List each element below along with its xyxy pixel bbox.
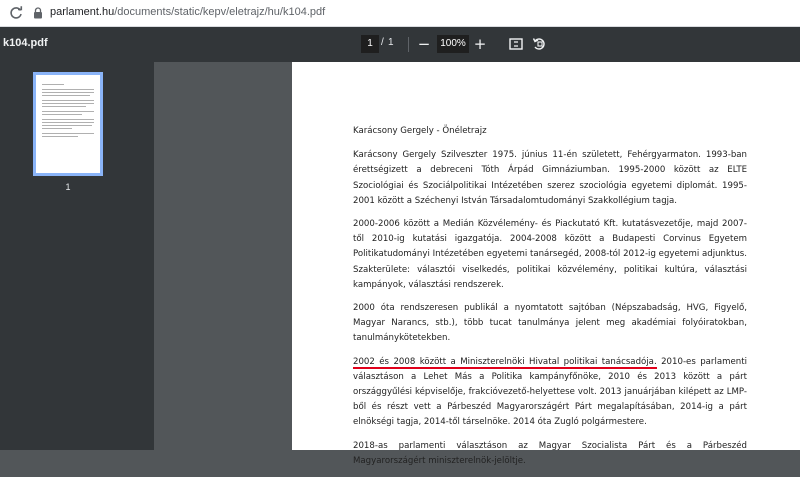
pdf-page [292,62,800,466]
zoom-input[interactable]: 100% [437,35,469,53]
paragraph-4-rest: 2010-es parlamenti választáson a Lehet Más a Politika kampányfőnöke, 2010 és 2013 között a párt országgyűlési képviselője, frakcióvezető-helyettese volt. 2013 januárjában kilépett az LMP-ből és részt vett a Párbeszéd Magyarországért Párt megalapításában, 2014-ig a párt elnökségi tagja, 2014-től társelnöke. 2014 óta Zugló polgármestere. [353,356,747,428]
paragraph-4 [353,355,747,431]
url-host: parlament.hu [50,6,115,18]
paragraph-1: Karácsony Gergely Szilveszter 1975. június 11-én született, Fehérgyarmaton. 1993-ban érettségizett a debreceni Tóth Árpád Gimnáziumban. 1995-2000 között az ELTE Szociológiai és Szociálpolitikai Intézetében szerez szociológia egyetemi diplomát. 1995-2001 között a Széchenyi István Társadalomtudományi Szakkollégium tagja. [353,150,747,206]
address-bar [0,0,800,27]
document-heading: Karácsony Gergely - Önéletrajz [353,126,487,136]
pdf-toolbar [0,27,800,62]
thumbnail-line [42,136,78,137]
paragraph-3: 2000 óta rendszeresen publikál a nyomtatott sajtóban (Népszabadság, HVG, Figyelő, Magyar Narancs, stb.), több tucat tanulmánya jelent meg akadémiai folyóiratokban, tanulmánykötetekben. [353,303,747,344]
thumbnail-line [42,119,94,120]
url-path: /documents/static/kepv/eletrajz/hu/k104.pdf [114,6,326,18]
thumbnail-line [42,111,94,112]
thumbnail-line [42,106,86,107]
highlighted-sentence: 2002 és 2008 között a Miniszterelnöki Hivatal politikai tanácsadója. [353,356,657,367]
thumbnail-line [42,122,94,123]
paragraph-2: 2000-2006 között a Medián Közvélemény- és Piackutató Kft. kutatásvezetője, majd 2007-től 2010-ig kutatási igazgatója. 2004-2008 között a Budapesti Corvinus Egyetem Politikatudományi Intézetében egyetemi tanársegéd, 2008-tól 2012-ig egyetemi adjunktus. Szakterülete: választói viselkedés, politikai közvélemény, politikai kultúra, választási kampányok, választási rendszerek. [353,219,747,290]
paragraph-5: 2018-as parlamenti választáson az Magyar Szocialista Párt és a Párbeszéd Magyarországért miniszterelnök-jelöltje. [353,440,747,466]
document-body [353,124,747,477]
thumbnail-line [42,114,82,115]
thumbnail-line [42,92,94,93]
url-field[interactable] [50,6,325,18]
thumbnail-line [42,100,94,101]
thumbnail-line [42,125,92,126]
page-thumbnail[interactable] [33,72,103,176]
thumbnail-line [42,89,94,90]
thumbnail-line [42,84,64,85]
thumbnail-line [42,133,94,134]
lock-icon[interactable] [33,7,43,19]
thumbnail-page-number: 1 [65,182,71,192]
page-number-input[interactable]: 1 [361,35,379,53]
zoom-out-button[interactable]: − [417,35,431,53]
thumbnail-line [42,128,72,129]
reload-icon[interactable] [8,5,24,21]
thumbnail-line [42,95,90,96]
thumbnail-line [42,103,94,104]
zoom-in-button[interactable]: + [473,35,487,53]
page-separator: / [381,37,384,48]
document-title: k104.pdf [3,37,48,49]
toolbar-divider [408,37,409,52]
fit-to-page-icon[interactable] [507,35,525,53]
rotate-icon[interactable] [530,35,548,53]
page-total: 1 [388,37,394,48]
